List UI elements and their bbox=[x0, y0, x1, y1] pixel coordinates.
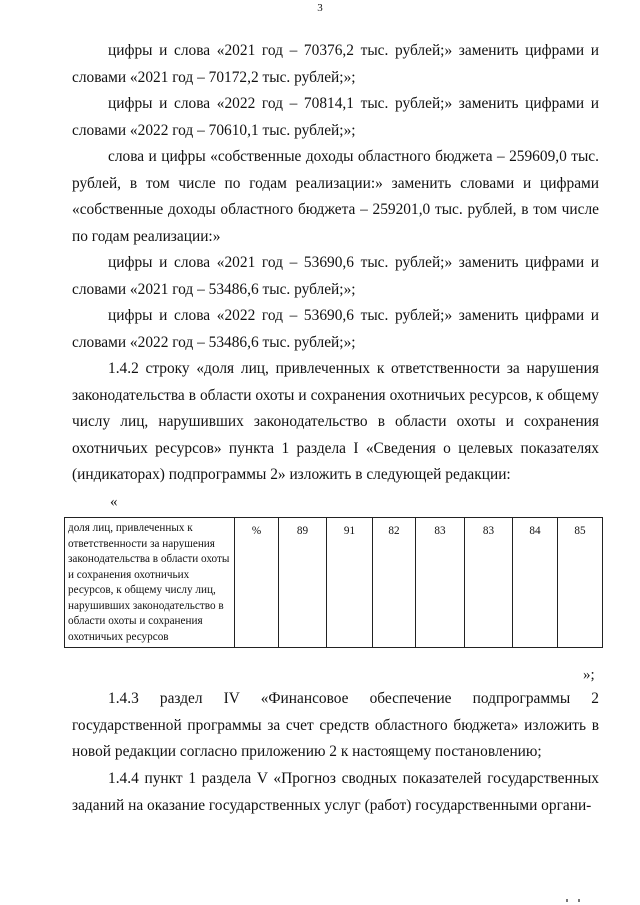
paragraph-text: 1.4.4 пункт 1 раздела V «Прогноз сводных показателей государственных заданий на оказание государственных услуг (работ) государственными органи- bbox=[72, 770, 599, 814]
value-cell: 83 bbox=[465, 518, 513, 648]
paragraph-text: 1.4.3 раздел IV «Финансовое обеспечение подпрограммы 2 государственной программы за счет средств областного бюджета» изложить в новой редакции согласно приложению 2 к настоящему постановлению; bbox=[72, 690, 599, 760]
indicator-name-cell: доля лиц, привлеченных к ответственности за нарушения законодательства в области охоты и сохранения охотничьих ресурсов, к общему числу лиц, нарушивших законодательство в области охоты и сохранения охотничьих ресурсов bbox=[65, 518, 235, 648]
unit-cell: % bbox=[235, 518, 279, 648]
quote-open-mark: « bbox=[110, 494, 118, 510]
paragraph-text: 1.4.2 строку «доля лиц, привлеченных к ответственности за нарушения законодательства в области охоты и сохранения охотничьих ресурсов, к общему числу лиц, нарушивших законодательство в области охоты и сохранения охотничьих ресурсов» пункта 1 раздела I «Сведения о целевых показателях (индикаторах) подпрограммы 2» изложить в следующей редакции: bbox=[72, 360, 599, 483]
paragraph bbox=[72, 356, 599, 489]
indicator-table bbox=[64, 517, 603, 648]
scan-artifact bbox=[566, 899, 568, 902]
table-row bbox=[65, 518, 603, 648]
scan-artifact bbox=[578, 899, 580, 902]
paragraph bbox=[72, 686, 599, 766]
paragraph bbox=[72, 303, 599, 356]
value-cell: 84 bbox=[513, 518, 558, 648]
paragraph-text: цифры и слова «2022 год – 53690,6 тыс. рублей;» заменить цифрами и словами «2022 год – 53486,6 тыс. рублей;»; bbox=[72, 307, 599, 351]
paragraph-text: цифры и слова «2021 год – 70376,2 тыс. рублей;» заменить цифрами и словами «2021 год – 70172,2 тыс. рублей;»; bbox=[72, 42, 599, 86]
quote-close-mark: »; bbox=[583, 667, 595, 683]
page-number: 3 bbox=[317, 2, 323, 14]
paragraph bbox=[72, 766, 599, 819]
paragraph bbox=[72, 91, 599, 144]
value-cell: 82 bbox=[373, 518, 416, 648]
paragraph-text: слова и цифры «собственные доходы областного бюджета – 259609,0 тыс. рублей, в том числе по годам реализации:» заменить словами и цифрами «собственные доходы областного бюджета – 259201,0 тыс. рублей, в том числе по годам реализации:» bbox=[72, 148, 599, 245]
value-cell: 85 bbox=[558, 518, 603, 648]
paragraph-text: цифры и слова «2022 год – 70814,1 тыс. рублей;» заменить цифрами и словами «2022 год – 70610,1 тыс. рублей;»; bbox=[72, 95, 599, 139]
paragraph bbox=[72, 250, 599, 303]
paragraph-text: цифры и слова «2021 год – 53690,6 тыс. рублей;» заменить цифрами и словами «2021 год – 53486,6 тыс. рублей;»; bbox=[72, 254, 599, 298]
value-cell: 91 bbox=[327, 518, 373, 648]
paragraph bbox=[72, 144, 599, 250]
value-cell: 83 bbox=[416, 518, 465, 648]
value-cell: 89 bbox=[279, 518, 327, 648]
paragraph bbox=[72, 38, 599, 91]
